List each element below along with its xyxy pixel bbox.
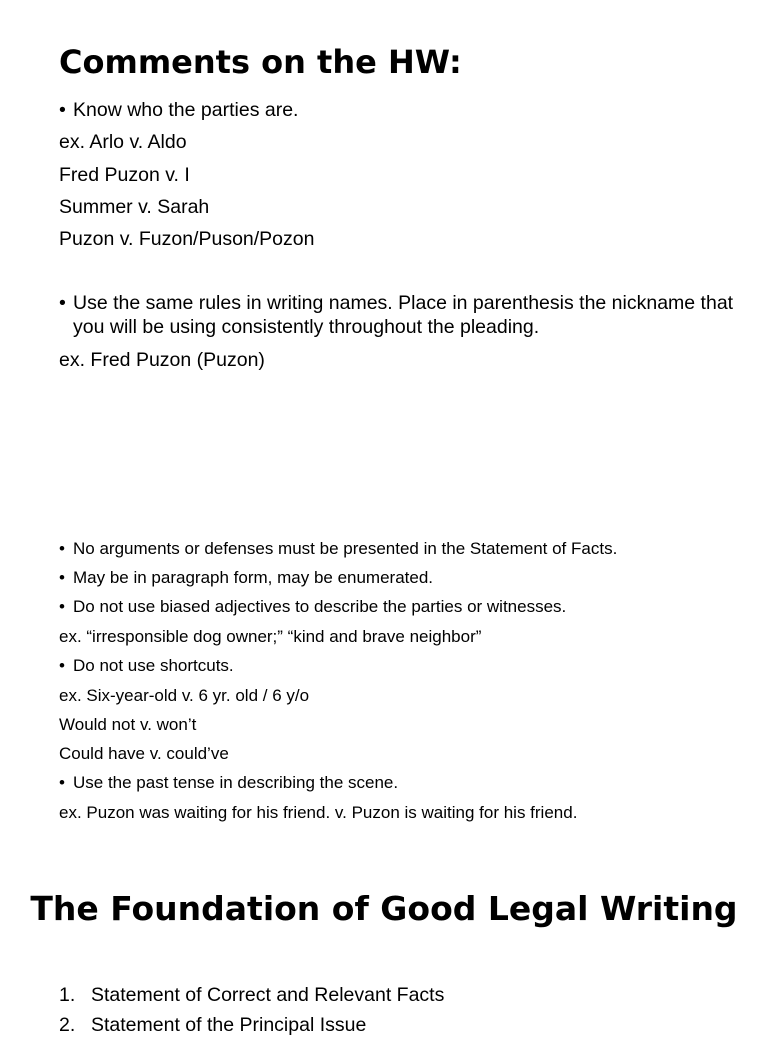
example-line: ex. Arlo v. Aldo xyxy=(59,131,187,153)
bullet-marker: • xyxy=(59,773,65,792)
bullet-marker: • xyxy=(59,292,66,314)
section-title-comments: Comments on the HW: xyxy=(59,43,462,81)
example-line: Would not v. won’t xyxy=(59,715,197,734)
bullet-text: May be in paragraph form, may be enumerated. xyxy=(73,568,434,587)
item-number: 2. xyxy=(59,1014,76,1036)
bullet-marker: • xyxy=(59,656,65,675)
bullet-marker: • xyxy=(59,568,65,587)
bullet-know-parties xyxy=(59,98,298,122)
bullet-no-arguments xyxy=(59,538,617,560)
item-number: 1. xyxy=(59,984,76,1006)
bullet-text: No arguments or defenses must be presented in the Statement of Facts. xyxy=(73,539,618,558)
bullet-no-shortcuts xyxy=(59,655,234,677)
bullet-marker: • xyxy=(59,539,65,558)
example-line: ex. Six-year-old v. 6 yr. old / 6 y/o xyxy=(59,686,310,705)
example-line: ex. Puzon was waiting for his friend. v. Puzon is waiting for his friend. xyxy=(59,803,578,822)
item-text: Statement of Correct and Relevant Facts xyxy=(91,984,445,1006)
example-line: Puzon v. Fuzon/Puson/Pozon xyxy=(59,228,315,250)
bullet-text: Do not use biased adjectives to describe the parties or witnesses. xyxy=(73,597,567,616)
numbered-item xyxy=(59,1012,366,1038)
example-line: Summer v. Sarah xyxy=(59,196,210,218)
bullet-marker: • xyxy=(59,597,65,616)
section-title-foundation: The Foundation of Good Legal Writing xyxy=(30,889,738,928)
bullet-text: Do not use shortcuts. xyxy=(73,656,234,675)
bullet-text: Know who the parties are. xyxy=(73,99,299,121)
example-line: ex. Fred Puzon (Puzon) xyxy=(59,349,265,371)
example-line: Fred Puzon v. I xyxy=(59,164,190,186)
bullet-text: Use the same rules in writing names. Place in parenthesis the nickname that you will be using consistently throughout the pleading. xyxy=(73,292,734,338)
item-text: Statement of the Principal Issue xyxy=(91,1014,367,1036)
bullet-past-tense xyxy=(59,772,398,794)
bullet-text: Use the past tense in describing the scene. xyxy=(73,773,399,792)
example-line: ex. “irresponsible dog owner;” “kind and brave neighbor” xyxy=(59,627,482,646)
bullet-biased-adjectives xyxy=(59,596,566,618)
bullet-paragraph-form xyxy=(59,567,433,589)
bullet-same-rules xyxy=(59,291,739,339)
example-line: Could have v. could’ve xyxy=(59,744,229,763)
bullet-marker: • xyxy=(59,99,66,121)
numbered-item xyxy=(59,982,444,1008)
